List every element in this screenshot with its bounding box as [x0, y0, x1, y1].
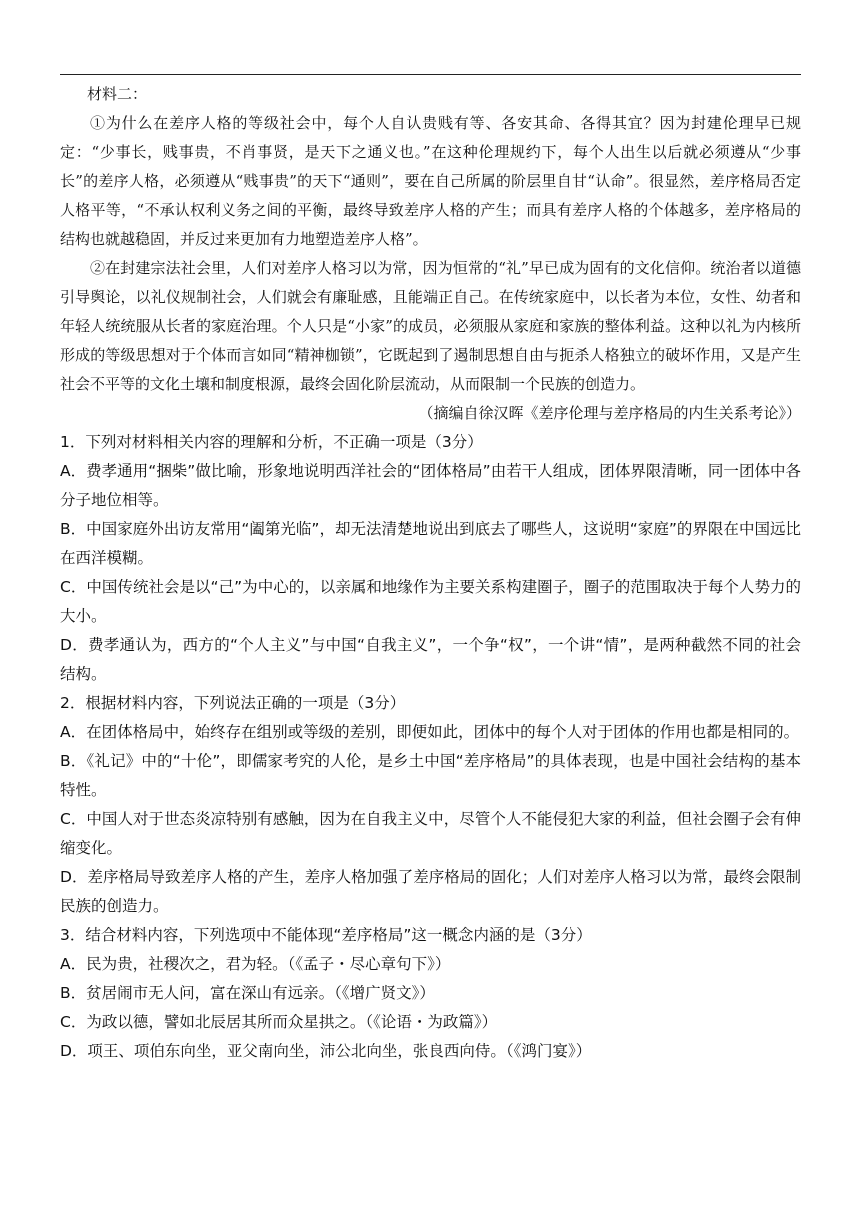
material-paragraph-2: ②在封建宗法社会里，人们对差序人格习以为常，因为恒常的“礼”早已成为固有的文化信仰。统治者以道德引导舆论，以礼仪规制社会，人们就会有廉耻感，且能端正自己。在传统家庭中，以长者为本位，女性、幼者和年轻人统统服从长者的家庭治理。个人只是“小家”的成员，必须服从家庭和家族的整体利益。这种以礼为内核所形成的等级思想对于个体而言如同“精神枷锁”，它既起到了遏制思想自由与扼杀人格独立的破坏作用，又是产生社会不平等的文化土壤和制度根源，最终会固化阶层流动，从而限制一个民族的创造力。: [60, 259, 801, 393]
question-2: [60, 689, 801, 921]
material-heading: 材料二：: [87, 85, 148, 103]
material-paragraph-1: ①为什么在差序人格的等级社会中，每个人自认贵贱有等、各安其命、各得其宜？因为封建伦理早已规定：“少事长，贱事贵，不肖事贤，是天下之通义也。”在这种伦理规约下，每个人出生以后就必须遵从“少事长”的差序人格，必须遵从“贱事贵”的天下“通则”，要在自己所属的阶层里自甘“认命”。很显然，差序格局否定人格平等，“不承认权利义务之间的平衡，最终导致差序人格的产生；而具有差序人格的个体越多，差序格局的结构也就越稳固，并反过来更加有力地塑造差序人格”。: [60, 114, 801, 248]
question-1-option-c: C．中国传统社会是以“己”为中心的，以亲属和地缘作为主要关系构建圈子，圈子的范围取决于每个人势力的大小。: [60, 578, 801, 625]
question-3-option-c: C．为政以德，譬如北辰居其所而众星拱之。（《论语・为政篇》）: [60, 1013, 498, 1031]
document-content: [60, 80, 801, 1066]
top-rule: [60, 74, 801, 75]
question-2-option-c: C．中国人对于世态炎凉特别有感触，因为在自我主义中，尽管个人不能侵犯大家的利益，但社会圈子会有伸缩变化。: [60, 810, 801, 857]
question-1: [60, 428, 801, 689]
question-1-option-d: D．费孝通认为，西方的“个人主义”与中国“自我主义”，一个争“权”，一个讲“情”，是两种截然不同的社会结构。: [60, 636, 801, 683]
question-3-option-a: A．民为贵，社稷次之，君为轻。（《孟子・尽心章句下》）: [60, 955, 451, 973]
question-3-stem: 3．结合材料内容，下列选项中不能体现“差序格局”这一概念内涵的是（3分）: [60, 926, 592, 944]
question-2-stem: 2．根据材料内容，下列说法正确的一项是（3分）: [60, 694, 406, 712]
question-3-option-b: B．贫居闹市无人问，富在深山有远亲。（《增广贤文》）: [60, 984, 435, 1002]
question-1-stem: 1．下列对材料相关内容的理解和分析，不正确一项是（3分）: [60, 433, 483, 451]
question-2-option-b: B．《礼记》中的“十伦”，即儒家考究的人伦，是乡土中国“差序格局”的具体表现，也是中国社会结构的基本特性。: [60, 752, 801, 799]
question-1-option-a: A．费孝通用“捆柴”做比喻，形象地说明西洋社会的“团体格局”由若干人组成，团体界限清晰，同一团体中各分子地位相等。: [60, 462, 801, 509]
question-2-option-d: D．差序格局导致差序人格的产生，差序人格加强了差序格局的固化；人们对差序人格习以为常，最终会限制民族的创造力。: [60, 868, 801, 915]
material-source: （摘编自徐汉晖《差序伦理与差序格局的内生关系考论》）: [418, 404, 801, 422]
question-1-option-b: B．中国家庭外出访友常用“阖第光临”，却无法清楚地说出到底去了哪些人，这说明“家庭”的界限在中国远比在西洋模糊。: [60, 520, 801, 567]
question-3: [60, 921, 801, 1066]
question-2-option-a: A．在团体格局中，始终存在组别或等级的差别，即便如此，团体中的每个人对于团体的作用也都是相同的。: [60, 723, 800, 741]
question-3-option-d: D．项王、项伯东向坐，亚父南向坐，沛公北向坐，张良西向侍。（《鸿门宴》）: [60, 1042, 592, 1060]
